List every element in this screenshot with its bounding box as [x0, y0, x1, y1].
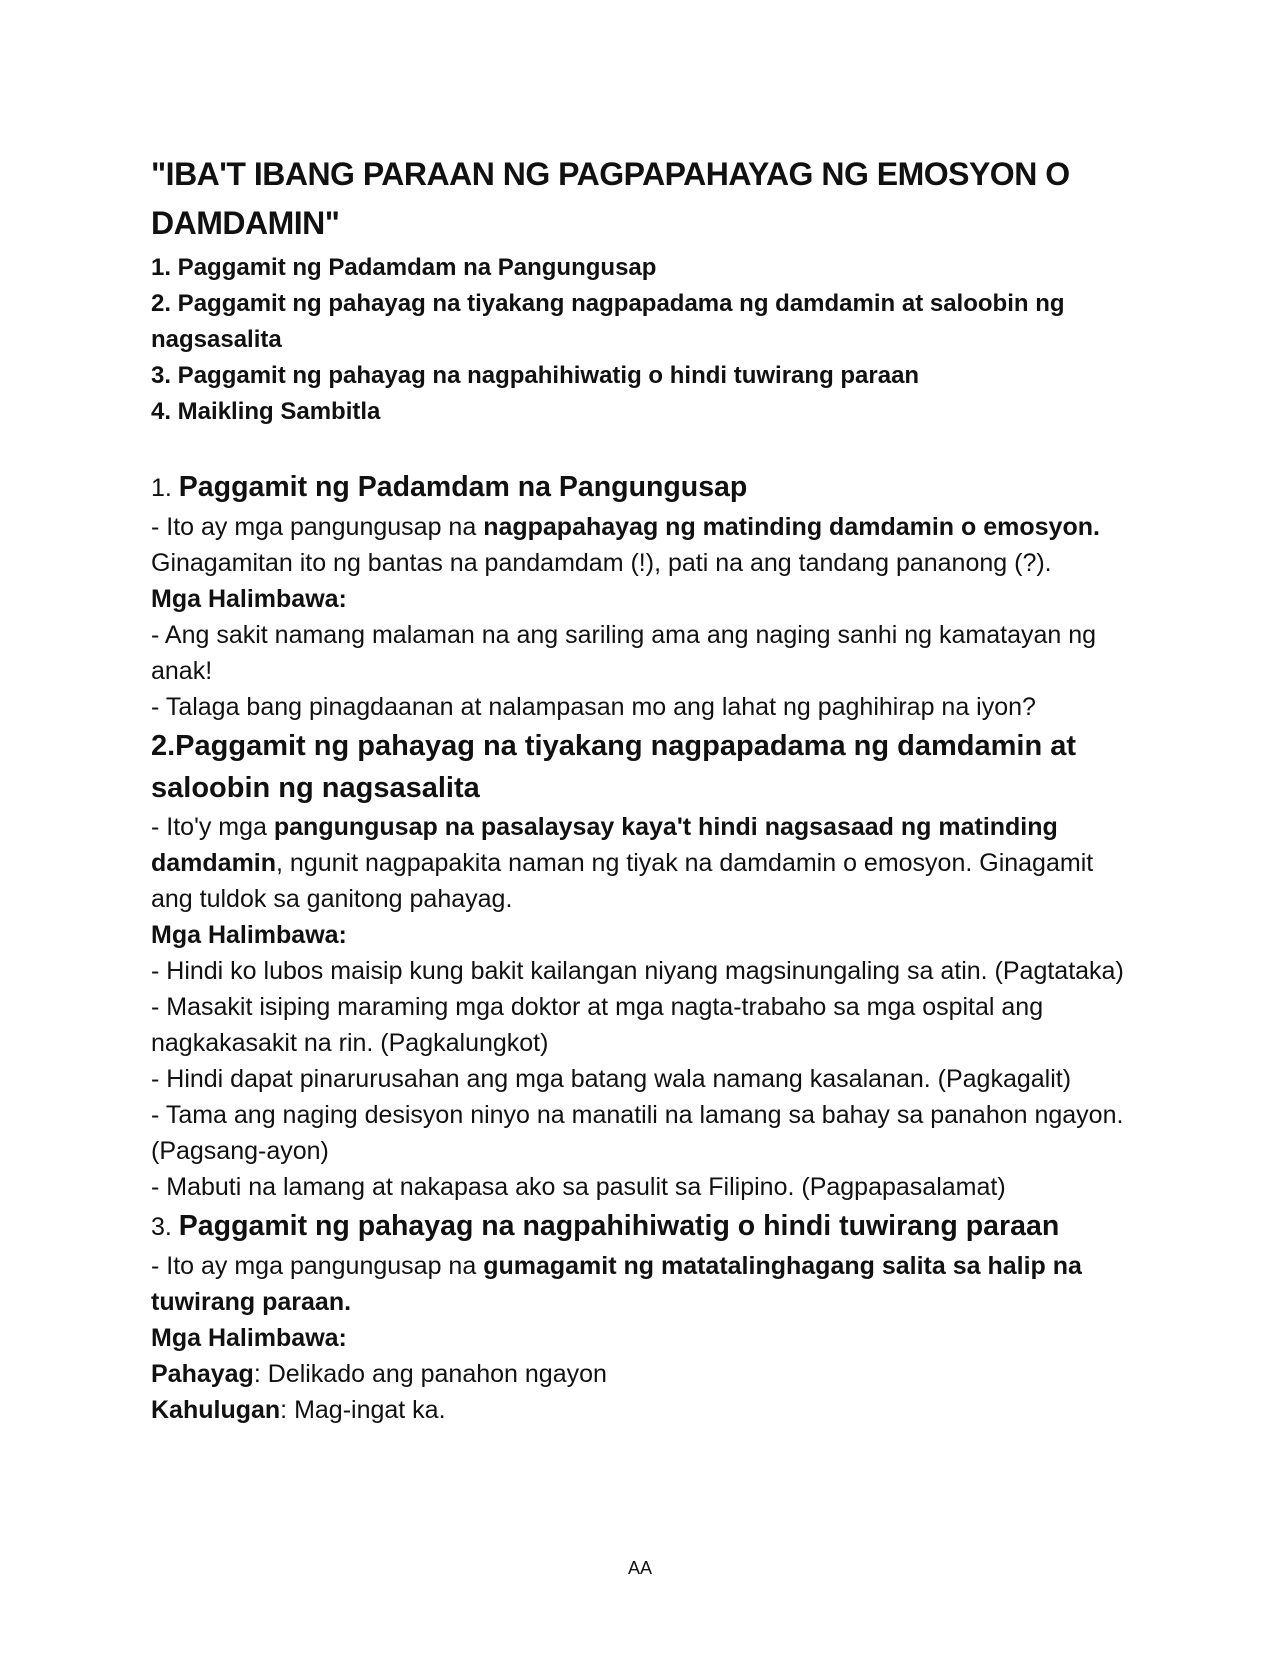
kahulugan-label: Kahulugan [151, 1396, 281, 1424]
section2-heading: 2.Paggamit ng pahayag na tiyakang nagpapadama ng damdamin at saloobin ng nagsasalita [151, 730, 1076, 804]
toc-item: 2. Paggamit ng pahayag na tiyakang nagpapadama ng damdamin at saloobin ng nagsasalita [151, 290, 1065, 353]
section1-number: 1. [151, 474, 179, 502]
section3-desc-bold: gumagamit ng matatalinghagang salita sa halip na tuwirang paraan. [151, 1252, 1082, 1316]
pahayag-value: : Delikado ang panahon ngayon [253, 1360, 607, 1388]
section2-example: - Hindi ko lubos maisip kung bakit kailangan niyang magsinungaling sa atin. (Pagtataka) [151, 957, 1124, 985]
section3-pahayag [151, 1356, 1141, 1392]
toc-item: 1. Paggamit ng Padamdam na Pangungusap [151, 254, 657, 281]
pahayag-label: Pahayag [151, 1360, 254, 1388]
section3-heading [151, 1205, 1141, 1248]
section3-examples-label [151, 1320, 1141, 1356]
section2-desc-post: , ngunit nagpapakita naman ng tiyak na damdamin o emosyon. Ginagamit ang tuldok sa ganitong pahayag. [151, 849, 1094, 913]
section2-example: - Mabuti na lamang at nakapasa ako sa pasulit sa Filipino. (Pagpapasalamat) [151, 1173, 1006, 1201]
section2-example: - Hindi dapat pinarurusahan ang mga batang wala namang kasalanan. (Pagkagalit) [151, 1065, 1072, 1093]
section2-examples-label [151, 917, 1141, 953]
section2-desc-pre: - Ito'y mga [151, 813, 274, 841]
kahulugan-value: : Mag-ingat ka. [280, 1396, 446, 1424]
examples-label: Mga Halimbawa: [151, 1324, 347, 1352]
section1-heading-text: Paggamit ng Padamdam na Pangungusap [178, 471, 748, 503]
document-page [151, 150, 1141, 1428]
section1-desc-pre: - Ito ay mga pangungusap na [151, 513, 484, 541]
section2-example: - Tama ang naging desisyon ninyo na manatili na lamang sa bahay sa panahon ngayon. (Pagsang-ayon) [151, 1101, 1124, 1165]
toc-list [151, 250, 1141, 430]
section3-kahulugan [151, 1392, 1141, 1428]
section1-example: - Talaga bang pinagdaanan at nalampasan mo ang lahat ng paghihirap na iyon? [151, 693, 1036, 721]
section3-heading-text: Paggamit ng pahayag na nagpahihiwatig o hindi tuwirang paraan [178, 1210, 1060, 1242]
toc-item: 4. Maikling Sambitla [151, 398, 381, 425]
page-footer: AA [627, 1558, 652, 1578]
section3-desc-pre: - Ito ay mga pangungusap na [151, 1252, 484, 1280]
section2-example: - Masakit isiping maraming mga doktor at mga nagta-trabaho sa mga ospital ang nagkakasakit na rin. (Pagkalungkot) [151, 993, 1044, 1057]
examples-label: Mga Halimbawa: [151, 585, 347, 613]
spacer [151, 430, 1141, 466]
section1-desc-bold: nagpapahayag ng matinding damdamin o emosyon. [483, 513, 1100, 541]
section3-number: 3. [151, 1213, 179, 1241]
section1-example: - Ang sakit namang malaman na ang sariling ama ang naging sanhi ng kamatayan ng anak! [151, 621, 1097, 685]
section1-desc-post: Ginagamitan ito ng bantas na pandamdam (!), pati na ang tandang pananong (?). [151, 549, 1052, 577]
section1-heading [151, 466, 1141, 509]
document-title: "IBA'T IBANG PARAAN NG PAGPAPAHAYAG NG EMOSYON O DAMDAMIN" [151, 156, 1070, 241]
examples-label: Mga Halimbawa: [151, 921, 347, 949]
toc-item: 3. Paggamit ng pahayag na nagpahihiwatig o hindi tuwirang paraan [151, 362, 920, 389]
section1-examples-label [151, 581, 1141, 617]
section2-description [151, 809, 1141, 917]
section3-description [151, 1248, 1141, 1320]
section2-desc-bold: pangungusap na pasalaysay kaya't hindi nagsasaad ng matinding damdamin [151, 813, 1058, 877]
section1-description [151, 509, 1141, 581]
